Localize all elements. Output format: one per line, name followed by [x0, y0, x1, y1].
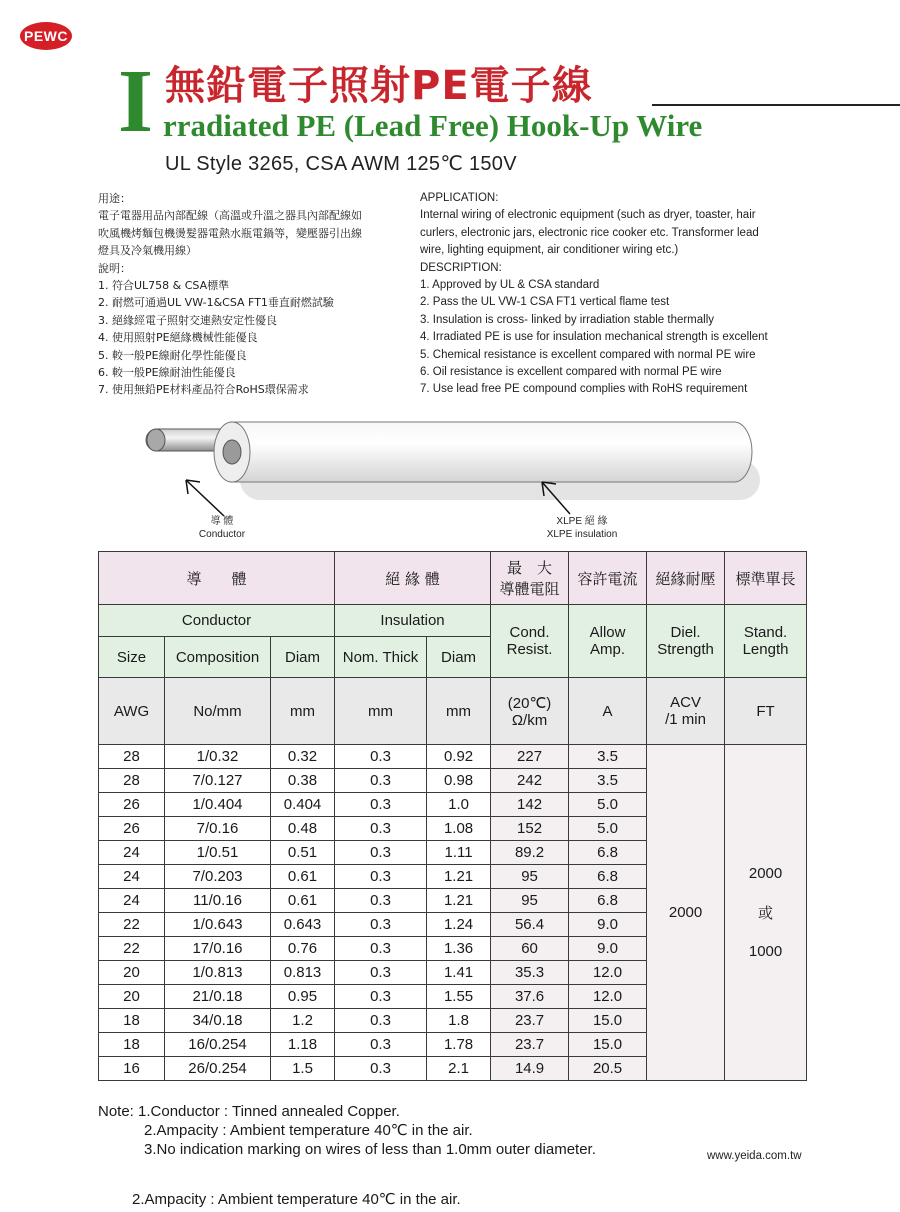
header-conductor-en: Conductor	[99, 605, 335, 637]
cell-nom-thick: 0.3	[335, 1033, 427, 1057]
cell-ins-diam: 1.21	[427, 889, 491, 913]
cell-cond-resist: 56.4	[491, 913, 569, 937]
cell-diam: 1.2	[271, 1009, 335, 1033]
data-rows	[99, 745, 807, 1081]
header-cond-resist-2: Resist.	[506, 641, 553, 658]
cell-allow-amp: 6.8	[569, 889, 647, 913]
insulation-label-en: XLPE insulation	[546, 529, 618, 540]
unit-size: AWG	[99, 678, 165, 745]
conductor-arrow	[186, 480, 224, 516]
header-diel-strength-2: Strength	[657, 641, 714, 658]
cell-allow-amp: 20.5	[569, 1057, 647, 1081]
unit-diam: mm	[271, 678, 335, 745]
header-nom-thick: Nom. Thick	[335, 637, 427, 678]
desc-item-cn: 6. 較一般PE線耐油性能優良	[98, 366, 236, 380]
cell-stand-length-merged	[725, 745, 807, 1081]
title-rule	[652, 104, 900, 106]
header-ins-diam: Diam	[427, 637, 491, 678]
cell-composition: 7/0.203	[165, 865, 271, 889]
desc-item-en: 5. Chemical resistance is excellent compared with normal PE wire	[420, 348, 756, 361]
desc-item-cn: 5. 較一般PE線耐化學性能優良	[98, 348, 247, 362]
header-allow-amp-1: Allow	[589, 624, 626, 641]
header-stand-length	[725, 605, 807, 678]
cell-size: 24	[99, 889, 165, 913]
header-current-cn: 容許電流	[569, 552, 647, 605]
header-resist-cn	[491, 552, 569, 605]
cell-allow-amp: 5.0	[569, 817, 647, 841]
header-stand-length-1: Stand.	[743, 624, 788, 641]
cell-allow-amp: 9.0	[569, 937, 647, 961]
unit-ins-diam: mm	[427, 678, 491, 745]
unit-diel	[647, 678, 725, 745]
unit-diel-2: /1 min	[665, 711, 706, 728]
header-row-units	[99, 678, 807, 745]
cell-allow-amp: 15.0	[569, 1033, 647, 1057]
title-english: rradiated PE (Lead Free) Hook-Up Wire	[163, 108, 703, 143]
stand-length-value: 或	[758, 905, 774, 922]
cell-allow-amp: 6.8	[569, 841, 647, 865]
bottom-note: 2.Ampacity : Ambient temperature 40℃ in the air.	[132, 1191, 461, 1208]
cell-allow-amp: 6.8	[569, 865, 647, 889]
desc-item-en: 2. Pass the UL VW-1 CSA FT1 vertical flame test	[420, 296, 670, 309]
usage-heading-en: APPLICATION:	[420, 192, 499, 204]
cell-diam: 0.61	[271, 889, 335, 913]
cell-size: 26	[99, 793, 165, 817]
title-chinese: 無鉛電子照射PE電子線	[165, 63, 593, 109]
cell-size: 20	[99, 961, 165, 985]
cell-composition: 17/0.16	[165, 937, 271, 961]
cell-size: 16	[99, 1057, 165, 1081]
header-diel-strength	[647, 605, 725, 678]
header-resist-cn-1: 最 大	[507, 559, 553, 577]
desc-item-en: 3. Insulation is cross- linked by irradiation stable thermally	[420, 313, 715, 326]
cell-allow-amp: 15.0	[569, 1009, 647, 1033]
usage-line-cn: 燈具及冷氣機用線）	[98, 244, 197, 258]
cell-diam: 0.61	[271, 865, 335, 889]
usage-line-en: curlers, electronic jars, electronic rice cooker etc. Transformer lead	[420, 226, 759, 239]
cell-nom-thick: 0.3	[335, 913, 427, 937]
cell-cond-resist: 60	[491, 937, 569, 961]
cell-size: 28	[99, 745, 165, 769]
header-row-english-group	[99, 605, 807, 637]
cell-size: 24	[99, 865, 165, 889]
header-size: Size	[99, 637, 165, 678]
cell-composition: 21/0.18	[165, 985, 271, 1009]
unit-nom-thick: mm	[335, 678, 427, 745]
cell-diam: 0.76	[271, 937, 335, 961]
header-allow-amp-2: Amp.	[590, 641, 626, 658]
cell-ins-diam: 0.98	[427, 769, 491, 793]
stand-length-value: 1000	[748, 943, 783, 960]
cell-cond-resist: 152	[491, 817, 569, 841]
cell-cond-resist: 37.6	[491, 985, 569, 1009]
header-resist-cn-2: 導體電阻	[499, 580, 560, 598]
header-cond-resist-1: Cond.	[509, 624, 550, 641]
desc-item-en: 7. Use lead free PE compound complies with RoHS requirement	[420, 383, 748, 396]
cell-ins-diam: 1.41	[427, 961, 491, 985]
chinese-description	[98, 190, 418, 399]
english-description	[420, 190, 840, 399]
header-cond-resist	[491, 605, 569, 678]
cell-ins-diam: 1.24	[427, 913, 491, 937]
header-allow-amp	[569, 605, 647, 678]
header-diam: Diam	[271, 637, 335, 678]
cell-diam: 0.48	[271, 817, 335, 841]
cell-size: 18	[99, 1033, 165, 1057]
usage-line-cn: 電子電器用品內部配線（高溫或升溫之器具內部配線如	[98, 209, 362, 223]
cell-diam: 0.51	[271, 841, 335, 865]
unit-resist	[491, 678, 569, 745]
cell-size: 22	[99, 913, 165, 937]
cell-nom-thick: 0.3	[335, 889, 427, 913]
note-3: 3.No indication marking on wires of less than 1.0mm outer diameter.	[144, 1141, 596, 1158]
unit-resist-1: (20℃)	[507, 694, 552, 712]
cell-diam: 0.95	[271, 985, 335, 1009]
cell-size: 26	[99, 817, 165, 841]
unit-allow: A	[569, 678, 647, 745]
cell-nom-thick: 0.3	[335, 793, 427, 817]
cell-composition: 7/0.16	[165, 817, 271, 841]
cell-cond-resist: 23.7	[491, 1033, 569, 1057]
usage-line-en: Internal wiring of electronic equipment (such as dryer, toaster, hair	[420, 209, 756, 222]
cell-cond-resist: 227	[491, 745, 569, 769]
conductor-label-cn: 導 體	[210, 516, 234, 527]
desc-item-cn: 4. 使用照射PE絕緣機械性能優良	[98, 331, 258, 345]
cell-allow-amp: 3.5	[569, 769, 647, 793]
notes	[98, 1102, 596, 1159]
cell-ins-diam: 2.1	[427, 1057, 491, 1081]
cell-size: 24	[99, 841, 165, 865]
desc-item-cn: 3. 絕緣經電子照射交連熱安定性優良	[98, 313, 277, 327]
cell-composition: 1/0.32	[165, 745, 271, 769]
cell-ins-diam: 1.21	[427, 865, 491, 889]
cell-nom-thick: 0.3	[335, 937, 427, 961]
header-voltage-cn: 絕緣耐壓	[647, 552, 725, 605]
cell-diam: 0.32	[271, 745, 335, 769]
cell-cond-resist: 95	[491, 889, 569, 913]
cell-diam: 0.643	[271, 913, 335, 937]
desc-heading-en: DESCRIPTION:	[420, 261, 502, 274]
cell-composition: 34/0.18	[165, 1009, 271, 1033]
unit-resist-2: Ω/km	[511, 711, 548, 729]
cell-ins-diam: 1.11	[427, 841, 491, 865]
header-row-chinese	[99, 552, 807, 605]
desc-item-cn: 7. 使用無鉛PE材料產品符合RoHS環保需求	[98, 383, 309, 397]
insulation-bore	[223, 440, 241, 464]
cell-cond-resist: 89.2	[491, 841, 569, 865]
header-conductor-cn: 導 體	[99, 552, 335, 605]
cell-composition: 1/0.51	[165, 841, 271, 865]
note-1: Note: 1.Conductor : Tinned annealed Copper.	[98, 1103, 400, 1120]
conductor-label	[182, 515, 262, 541]
cell-nom-thick: 0.3	[335, 1009, 427, 1033]
cell-nom-thick: 0.3	[335, 745, 427, 769]
cell-allow-amp: 5.0	[569, 793, 647, 817]
cell-composition: 16/0.254	[165, 1033, 271, 1057]
header-length-cn: 標準單長	[725, 552, 807, 605]
cell-diel-strength-merged: 2000	[647, 745, 725, 1081]
cell-nom-thick: 0.3	[335, 769, 427, 793]
website-url: www.yeida.com.tw	[707, 1150, 802, 1162]
cell-allow-amp: 3.5	[569, 745, 647, 769]
cell-ins-diam: 1.8	[427, 1009, 491, 1033]
title-initial: I	[118, 52, 154, 151]
cell-ins-diam: 1.55	[427, 985, 491, 1009]
spec-table	[98, 551, 807, 1081]
cell-composition: 1/0.813	[165, 961, 271, 985]
cell-ins-diam: 1.36	[427, 937, 491, 961]
header-composition: Composition	[165, 637, 271, 678]
table-row	[99, 745, 807, 769]
cell-nom-thick: 0.3	[335, 1057, 427, 1081]
cell-diam: 0.38	[271, 769, 335, 793]
cell-size: 28	[99, 769, 165, 793]
cell-allow-amp: 12.0	[569, 961, 647, 985]
unit-diel-1: ACV	[670, 694, 701, 711]
usage-heading-cn: 用途：	[98, 192, 131, 205]
cell-diam: 1.5	[271, 1057, 335, 1081]
cell-allow-amp: 9.0	[569, 913, 647, 937]
cell-size: 22	[99, 937, 165, 961]
cell-ins-diam: 1.78	[427, 1033, 491, 1057]
cell-composition: 1/0.404	[165, 793, 271, 817]
cell-diam: 1.18	[271, 1033, 335, 1057]
unit-composition: No/mm	[165, 678, 271, 745]
desc-item-en: 6. Oil resistance is excellent compared with normal PE wire	[420, 366, 722, 379]
desc-item-en: 4. Irradiated PE is use for insulation mechanical strength is excellent	[420, 331, 768, 344]
header-insulation-cn: 絕 緣 體	[335, 552, 491, 605]
header-diel-strength-1: Diel.	[670, 624, 701, 641]
desc-item-cn: 1. 符合UL758 & CSA標準	[98, 279, 230, 293]
stand-length-value: 2000	[748, 865, 783, 882]
pewc-logo: PEWC	[20, 22, 72, 50]
wire-illustration	[140, 418, 760, 518]
cell-allow-amp: 12.0	[569, 985, 647, 1009]
cell-ins-diam: 1.0	[427, 793, 491, 817]
conductor-label-en: Conductor	[198, 529, 246, 540]
cell-size: 18	[99, 1009, 165, 1033]
usage-line-en: wire, lighting equipment, air conditioner wiring etc.)	[420, 244, 679, 257]
usage-line-cn: 吹風機烤麵包機燙髮器電熱水瓶電鍋等，變壓器引出線	[98, 226, 362, 240]
note-2: 2.Ampacity : Ambient temperature 40℃ in the air.	[144, 1122, 473, 1139]
cell-cond-resist: 95	[491, 865, 569, 889]
conductor-end	[147, 429, 165, 451]
cell-nom-thick: 0.3	[335, 817, 427, 841]
cell-composition: 7/0.127	[165, 769, 271, 793]
desc-item-en: 1. Approved by UL & CSA standard	[420, 279, 600, 292]
insulation-label	[522, 515, 642, 541]
cell-cond-resist: 142	[491, 793, 569, 817]
desc-item-cn: 2. 耐燃可通過UL VW-1&CSA FT1垂直耐燃試驗	[98, 296, 334, 310]
cell-ins-diam: 0.92	[427, 745, 491, 769]
cell-ins-diam: 1.08	[427, 817, 491, 841]
cell-composition: 26/0.254	[165, 1057, 271, 1081]
subtitle: UL Style 3265, CSA AWM 125℃ 150V	[165, 153, 517, 175]
desc-heading-cn: 說明：	[98, 261, 131, 275]
unit-stand: FT	[725, 678, 807, 745]
insulation-shape	[230, 422, 752, 482]
cell-nom-thick: 0.3	[335, 865, 427, 889]
cell-nom-thick: 0.3	[335, 961, 427, 985]
insulation-label-cn: XLPE 絕 緣	[556, 516, 608, 527]
cell-cond-resist: 23.7	[491, 1009, 569, 1033]
header-insulation-en: Insulation	[335, 605, 491, 637]
cell-size: 20	[99, 985, 165, 1009]
cell-nom-thick: 0.3	[335, 841, 427, 865]
cell-composition: 11/0.16	[165, 889, 271, 913]
cell-cond-resist: 35.3	[491, 961, 569, 985]
cell-cond-resist: 242	[491, 769, 569, 793]
cell-diam: 0.404	[271, 793, 335, 817]
cell-composition: 1/0.643	[165, 913, 271, 937]
cell-cond-resist: 14.9	[491, 1057, 569, 1081]
header-stand-length-2: Length	[742, 641, 789, 658]
cell-diam: 0.813	[271, 961, 335, 985]
cell-nom-thick: 0.3	[335, 985, 427, 1009]
